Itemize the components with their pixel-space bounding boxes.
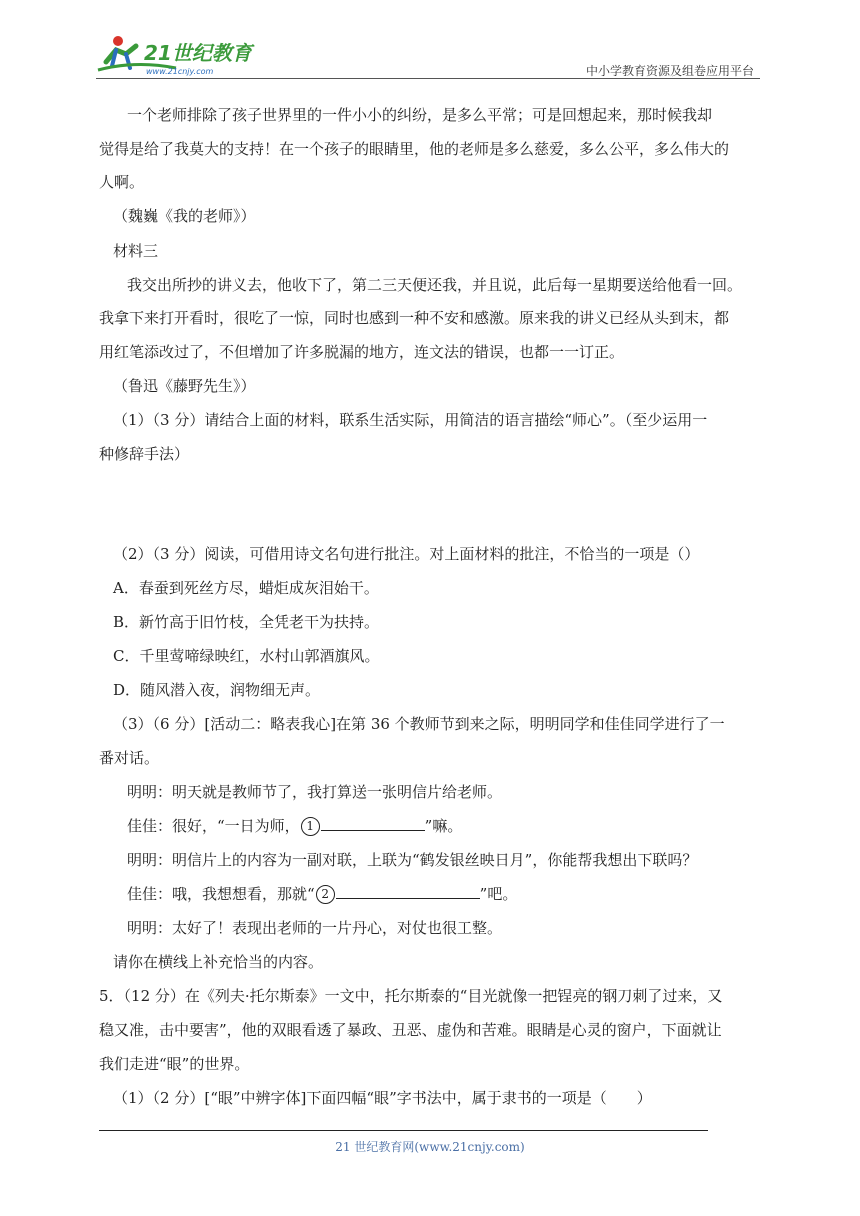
question-1-cont: 种修辞手法） xyxy=(99,445,190,463)
footer-link[interactable]: 21 世纪教育网(www.21cnjy.com) xyxy=(335,1140,525,1154)
option-b: B．新竹高于旧竹枝，全凭老干为扶持。 xyxy=(113,613,380,631)
dialogue-line: 明明：明信片上的内容为一副对联，上联为“鹤发银丝映日月”，你能帮我想出下联吗？ xyxy=(127,851,698,869)
question-5: 5．（12 分）在《列夫·托尔斯泰》一文中，托尔斯泰的“目光就像一把锃亮的钢刀刺了过来，又 xyxy=(99,987,723,1005)
dialogue-line xyxy=(127,877,791,911)
answer-blank-1[interactable] xyxy=(321,812,425,831)
dialogue-line: 明明：明天就是教师节了，我打算送一张明信片给老师。 xyxy=(127,783,503,801)
question-5-cont: 我们走进“眼”的世界。 xyxy=(99,1055,250,1073)
answer-blank-2[interactable] xyxy=(336,880,480,899)
question-3-cont: 番对话。 xyxy=(99,749,160,767)
option-a: A．春蚕到死丝方尽，蜡炬成灰泪始干。 xyxy=(113,579,379,597)
runner-head-icon xyxy=(113,36,123,46)
question-3: （3）（6 分）[活动二：略表我心]在第 36 个教师节到来之际，明明同学和佳佳同学进行了一 xyxy=(113,715,725,733)
question-5-1: （1）（2 分）[“眼”中辨字体]下面四幅“眼”字书法中，属于隶书的一项是（ ） xyxy=(113,1089,652,1107)
paragraph-line: 我拿下来打开看时，很吃了一惊，同时也感到一种不安和感激。原来我的讲义已经从头到末，都 xyxy=(99,309,730,327)
logo xyxy=(96,30,266,78)
logo-url: www.21cnjy.com xyxy=(146,67,214,76)
question-2: （2）（3 分）阅读，可借用诗文名句进行批注。对上面材料的批注，不恰当的一项是（） xyxy=(113,545,700,563)
paragraph-line: 觉得是给了我莫大的支持！在一个孩子的眼睛里，他的老师是多么慈爱，多么公平，多么伟大的 xyxy=(99,140,730,158)
paragraph-line: 用红笔添改过了，不但增加了许多脱漏的地方，连文法的错误，也都一一订正。 xyxy=(99,343,625,361)
source-citation: （魏巍《我的老师》） xyxy=(113,207,256,225)
paragraph-line: 人啊。 xyxy=(99,173,145,191)
blank-number-2: 2 xyxy=(316,885,335,904)
option-d: D．随风潜入夜，润物细无声。 xyxy=(113,681,321,699)
page-header xyxy=(96,30,760,82)
dialogue-text: 佳佳：很好，“一日为师， xyxy=(127,817,300,835)
blank-number-1: 1 xyxy=(301,817,320,836)
instruction: 请你在横线上补充恰当的内容。 xyxy=(113,953,324,971)
header-divider xyxy=(96,78,760,79)
question-1: （1）（3 分）请结合上面的材料，联系生活实际，用简洁的语言描绘“师心”。（至少运用一 xyxy=(113,411,708,429)
question-5-cont: 稳又准，击中要害”，他的双眼看透了暴政、丑恶、虚伪和苦难。眼睛是心灵的窗户，下面就让 xyxy=(99,1021,722,1039)
dialogue-text: ”嘛。 xyxy=(424,817,463,835)
dialogue-text: ”吧。 xyxy=(479,885,518,903)
logo-text: 21世纪教育 xyxy=(144,41,252,65)
footer-divider xyxy=(99,1130,708,1131)
paragraph-line: 一个老师排除了孩子世界里的一件小小的纠纷，是多么平常；可是回想起来，那时候我却 xyxy=(127,106,713,124)
option-c: C．千里莺啼绿映红，水村山郭酒旗风。 xyxy=(113,647,380,665)
dialogue-text: 佳佳：哦，我想想看，那就“ xyxy=(127,885,315,903)
paragraph-line: 我交出所抄的讲义去，他收下了，第二三天便还我，并且说，此后每一星期要送给他看一回。 xyxy=(127,276,743,294)
material-heading: 材料三 xyxy=(113,242,159,260)
platform-name: 中小学教育资源及组卷应用平台 xyxy=(585,64,754,78)
dialogue-line xyxy=(127,809,791,843)
dialogue-line: 明明：太好了！表现出老师的一片丹心，对仗也很工整。 xyxy=(127,919,503,937)
source-citation: （鲁迅《藤野先生》） xyxy=(113,377,256,395)
